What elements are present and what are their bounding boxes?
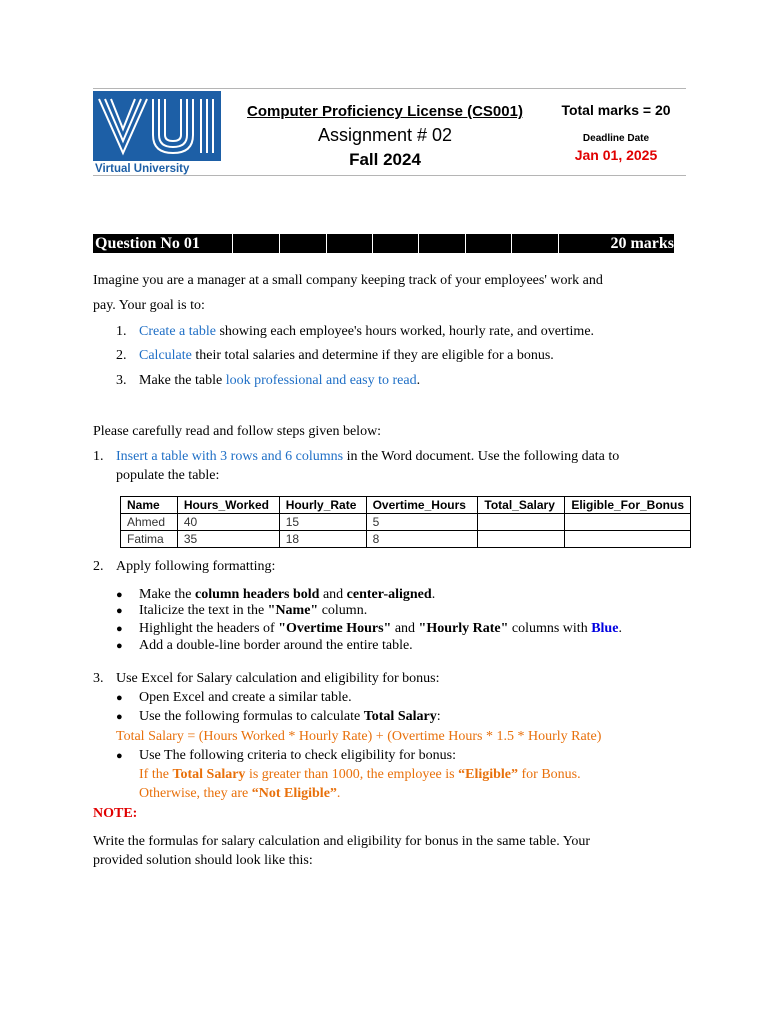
table-cell: 15 <box>279 514 366 531</box>
table-cell: 35 <box>177 531 279 548</box>
note-line-2: provided solution should look like this: <box>93 853 313 868</box>
goal-item: Make the table look professional and easy to read. <box>139 373 421 388</box>
question-bar <box>93 234 674 253</box>
employee-table <box>120 496 691 548</box>
course-title: Computer Proficiency License (CS001) <box>247 103 523 120</box>
salary-formula: Total Salary = (Hours Worked * Hourly Rate) + (Overtime Hours * 1.5 * Hourly Rate) <box>116 729 602 744</box>
table-cell <box>478 531 565 548</box>
formatting-item: Add a double-line border around the entire table. <box>139 638 413 653</box>
table-cell: Fatima <box>121 531 178 548</box>
table-cell: 5 <box>366 514 478 531</box>
eligibility-criteria: If the Total Salary is greater than 1000, the employee is “Eligible” for Bonus. <box>139 767 581 782</box>
step2-number: 2. <box>93 559 104 574</box>
table-cell <box>565 531 691 548</box>
table-cell: Ahmed <box>121 514 178 531</box>
virtual-university-logo <box>93 91 221 175</box>
bullet-icon: ● <box>116 750 123 762</box>
table-header-row <box>121 497 691 514</box>
assignment-title: Assignment # 02 <box>317 125 453 145</box>
question-label: Question No 01 <box>95 235 200 252</box>
table-header-cell: Hours_Worked <box>177 497 279 514</box>
table-header-cell: Hourly_Rate <box>279 497 366 514</box>
step3-title: Use Excel for Salary calculation and eligibility for bonus: <box>116 671 440 686</box>
question-marks: 20 marks <box>610 235 674 252</box>
note-line-1: Write the formulas for salary calculation and eligibility for bonus in the same table. Your <box>93 834 591 849</box>
header-bottom-rule <box>93 175 686 176</box>
table-header-cell: Total_Salary <box>478 497 565 514</box>
goal-number: 3. <box>116 373 127 388</box>
formatting-item: Italicize the text in the "Name" column. <box>139 603 368 618</box>
goal-item: Calculate their total salaries and determine if they are eligible for a bonus. <box>139 348 554 363</box>
table-cell <box>478 514 565 531</box>
header-top-rule <box>93 88 686 89</box>
goal-item: Create a table showing each employee's hours worked, hourly rate, and overtime. <box>139 324 595 339</box>
formatting-item: Make the column headers bold and center-aligned. <box>139 587 436 602</box>
step1-text: Insert a table with 3 rows and 6 columns in the Word document. Use the following data to <box>116 449 620 464</box>
step3-number: 3. <box>93 671 104 686</box>
bullet-icon: ● <box>116 640 123 652</box>
eligibility-criteria: Otherwise, they are “Not Eligible”. <box>139 786 341 801</box>
table-cell: 8 <box>366 531 478 548</box>
table-row <box>121 531 691 548</box>
excel-item: Open Excel and create a similar table. <box>139 690 352 705</box>
table-cell: 40 <box>177 514 279 531</box>
steps-intro: Please carefully read and follow steps given below: <box>93 424 382 439</box>
goal-number: 2. <box>116 348 127 363</box>
goal-number: 1. <box>116 324 127 339</box>
table-header-cell: Name <box>121 497 178 514</box>
note-label: NOTE: <box>93 806 138 821</box>
step1-text-2: populate the table: <box>116 468 220 483</box>
deadline-date: Jan 01, 2025 <box>574 147 658 163</box>
excel-item: Use the following formulas to calculate Total Salary: <box>139 709 441 724</box>
table-cell <box>565 514 691 531</box>
term-title: Fall 2024 <box>349 150 421 169</box>
table-row <box>121 514 691 531</box>
total-marks: Total marks = 20 <box>561 102 671 118</box>
table-header-cell: Eligible_For_Bonus <box>565 497 691 514</box>
intro-line-1: Imagine you are a manager at a small company keeping track of your employees' work and <box>93 273 603 288</box>
step2-title: Apply following formatting: <box>116 559 276 574</box>
logo-caption: Virtual University <box>95 163 190 175</box>
bullet-icon: ● <box>116 605 123 617</box>
intro-line-2: pay. Your goal is to: <box>93 298 205 313</box>
formatting-item: Highlight the headers of "Overtime Hours" and "Hourly Rate" columns with Blue. <box>139 621 622 636</box>
table-cell: 18 <box>279 531 366 548</box>
step1-number: 1. <box>93 449 104 464</box>
excel-item: Use The following criteria to check eligibility for bonus: <box>139 748 456 763</box>
bullet-icon: ● <box>116 589 123 601</box>
table-header-cell: Overtime_Hours <box>366 497 478 514</box>
bullet-icon: ● <box>116 711 123 723</box>
deadline-label: Deadline Date <box>582 133 650 144</box>
bullet-icon: ● <box>116 692 123 704</box>
bullet-icon: ● <box>116 623 123 635</box>
